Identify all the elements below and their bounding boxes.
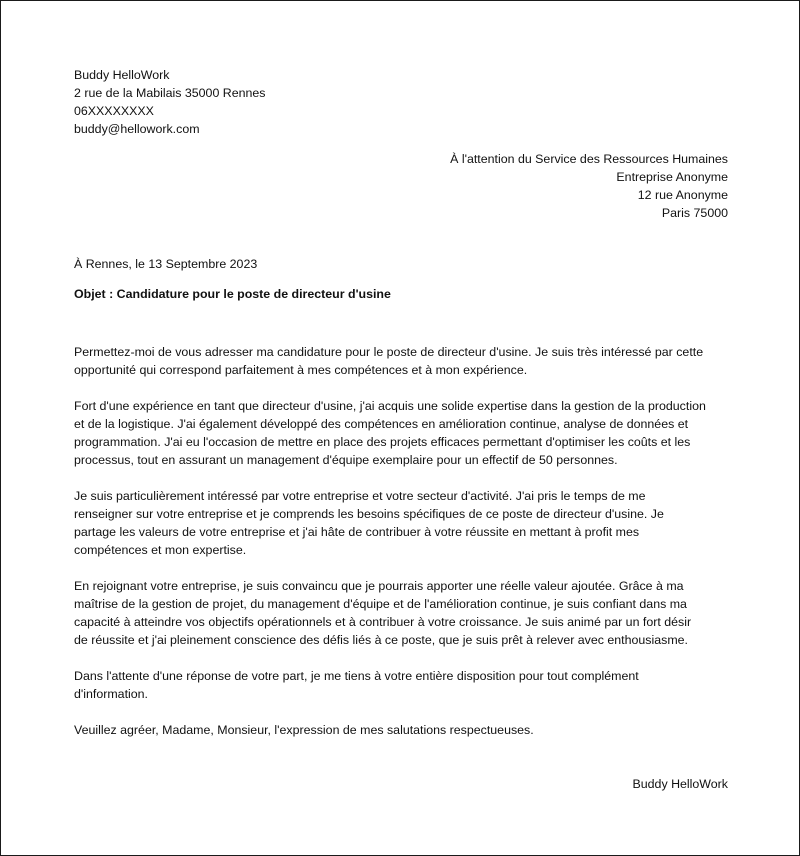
signature: Buddy HelloWork	[632, 777, 728, 791]
recipient-block	[450, 150, 728, 222]
letter-body	[74, 343, 734, 757]
paragraph-line: Je suis particulièrement intéressé par votre entreprise et votre secteur d'activité. J'ai pris le temps de me	[74, 489, 646, 503]
sender-address: 2 rue de la Mabilais 35000 Rennes	[74, 86, 266, 100]
paragraph-5	[74, 667, 734, 703]
paragraph-1	[74, 343, 734, 379]
sender-block	[74, 66, 266, 138]
recipient-company: Entreprise Anonyme	[616, 170, 728, 184]
paragraph-line: programmation. J'ai eu l'occasion de mettre en place des projets efficaces permettant d'optimiser les coûts et les	[74, 435, 691, 449]
paragraph-line: processus, tout en assurant un management d'équipe exemplaire pour un effectif de 50 personnes.	[74, 453, 618, 467]
paragraph-4	[74, 577, 734, 649]
paragraph-line: capacité à atteindre vos objectifs opérationnels et à contribuer à votre croissance. Je suis animé par un fort désir	[74, 615, 692, 629]
sender-phone: 06XXXXXXXX	[74, 104, 154, 118]
paragraph-line: opportunité qui correspond parfaitement à mes compétences et à mon expérience.	[74, 363, 528, 377]
sender-name: Buddy HelloWork	[74, 68, 170, 82]
paragraph-line: Fort d'une expérience en tant que directeur d'usine, j'ai acquis une solide expertise dans la gestion de la production	[74, 399, 706, 413]
paragraph-line: Veuillez agréer, Madame, Monsieur, l'expression de mes salutations respectueuses.	[74, 723, 534, 737]
paragraph-6	[74, 721, 734, 739]
date-line: À Rennes, le 13 Septembre 2023	[74, 257, 258, 271]
paragraph-line: renseigner sur votre entreprise et je comprends les besoins spécifiques de ce poste de directeur d'usine. Je	[74, 507, 664, 521]
paragraph-2	[74, 397, 734, 469]
recipient-attention: À l'attention du Service des Ressources Humaines	[450, 152, 728, 166]
paragraph-line: compétences et mon expertise.	[74, 543, 247, 557]
paragraph-line: maîtrise de la gestion de projet, du management d'équipe et de l'amélioration continue, je suis confiant dans ma	[74, 597, 687, 611]
recipient-city: Paris 75000	[661, 206, 728, 220]
paragraph-line: de réussite et j'ai pleinement conscience des défis liés à ce poste, que je suis prêt à relever avec enthousiasme.	[74, 633, 688, 647]
paragraph-line: Permettez-moi de vous adresser ma candidature pour le poste de directeur d'usine. Je suis très intéressé par cette	[74, 345, 704, 359]
paragraph-3	[74, 487, 734, 559]
subject-line: Objet : Candidature pour le poste de directeur d'usine	[74, 287, 391, 301]
sender-email: buddy@hellowork.com	[74, 122, 200, 136]
paragraph-line: partage les valeurs de votre entreprise et j'ai hâte de contribuer à votre réussite en mettant à profit mes	[74, 525, 640, 539]
paragraph-line: d'information.	[74, 687, 148, 701]
paragraph-line: et de la logistique. J'ai également développé des compétences en amélioration continue, analyse de données et	[74, 417, 689, 431]
paragraph-line: En rejoignant votre entreprise, je suis convaincu que je pourrais apporter une réelle valeur ajoutée. Grâce à ma	[74, 579, 684, 593]
paragraph-line: Dans l'attente d'une réponse de votre part, je me tiens à votre entière disposition pour tout complément	[74, 669, 639, 683]
recipient-street: 12 rue Anonyme	[637, 188, 728, 202]
